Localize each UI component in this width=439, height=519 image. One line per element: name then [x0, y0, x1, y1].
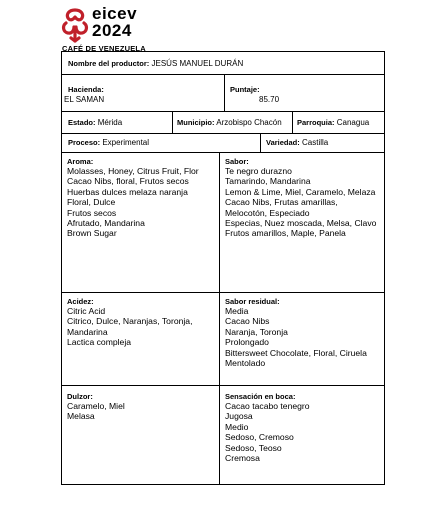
estado-value: Mérida: [97, 118, 123, 127]
producer-value: JESÚS MANUEL DURÁN: [151, 59, 244, 68]
proceso-cell: [62, 134, 260, 152]
sabor-item: Especias, Nuez moscada, Melsa, Clavo: [225, 218, 377, 229]
municipio-value: Arzobispo Chacón: [216, 118, 282, 127]
parroquia-value: Canagua: [336, 118, 370, 127]
sensacion-item: Cremosa: [225, 453, 260, 464]
sabor-residual-label: Sabor residual:: [225, 297, 280, 306]
hacienda-label: Hacienda:: [68, 85, 104, 94]
sabor-cell: [219, 153, 384, 292]
acidez-residual-row: [62, 293, 384, 386]
sensacion-label: Sensación en boca:: [225, 392, 296, 401]
aroma-item: Cacao Nibs, floral, Frutos secos: [67, 176, 189, 187]
proceso-label: Proceso:: [68, 138, 101, 147]
coffee-profile-sheet: [61, 51, 385, 485]
sensacion-item: Medio: [225, 421, 249, 432]
sensacion-item: Jugosa: [225, 411, 253, 422]
dulzor-label: Dulzor:: [67, 392, 93, 401]
aroma-item: Afrutado, Mandarina: [67, 218, 145, 229]
producer-row: [62, 52, 384, 75]
process-row: [62, 134, 384, 153]
sabor-residual-item: Media: [225, 306, 249, 316]
aroma-cell: [62, 153, 219, 292]
aroma-item: Molasses, Honey, Citrus Fruit, Flor: [67, 166, 199, 176]
sabor-residual-cell: [219, 293, 384, 385]
sensacion-item: Cacao tacabo tenegro: [225, 401, 310, 411]
hacienda-cell: [62, 75, 224, 111]
dulzor-list: [67, 401, 219, 422]
acidez-list: [67, 306, 215, 348]
location-row: [62, 112, 384, 134]
variedad-cell: [260, 134, 384, 152]
sabor-residual-list: [225, 306, 382, 368]
acidez-label: Acidez:: [67, 297, 94, 306]
dulzor-item: Caramelo, Miel: [67, 401, 125, 411]
sensacion-list: [225, 401, 384, 463]
logo-year: 2024: [92, 21, 132, 40]
municipio-label: Municipio:: [177, 118, 215, 127]
sabor-item: Tamarindo, Mandarina: [225, 176, 311, 187]
puntaje-value: 85.70: [259, 95, 280, 104]
proceso-value: Experimental: [102, 138, 150, 147]
logo-subtitle: CAFÉ DE VENEZUELA: [62, 44, 146, 53]
sabor-residual-item: Bittersweet Chocolate, Floral, Ciruela: [225, 347, 367, 358]
acidez-item: Lactica compleja: [67, 337, 132, 348]
estado-cell: [62, 112, 172, 133]
aroma-item: Frutos secos: [67, 207, 117, 218]
producer-cell: [62, 52, 384, 74]
acidez-cell: [62, 293, 219, 385]
eicev-logo: [60, 4, 220, 54]
hacienda-row: [62, 75, 384, 112]
sabor-item: Frutos amarillos, Maple, Panela: [225, 228, 346, 239]
aroma-item: Brown Sugar: [67, 228, 117, 239]
parroquia-cell: [292, 112, 384, 133]
sensacion-item: Sedoso, Cremoso: [225, 432, 294, 443]
sabor-residual-item: Prolongado: [225, 337, 269, 348]
puntaje-label: Puntaje:: [230, 85, 260, 94]
logo-wordmark: eicev: [92, 4, 138, 23]
aroma-item: Floral, Dulce: [67, 197, 116, 208]
aroma-sabor-row: [62, 153, 384, 293]
acidez-item: Citrico, Dulce, Naranjas, Toronja, Mandarina: [67, 316, 193, 337]
variedad-label: Variedad:: [266, 138, 300, 147]
sabor-label: Sabor:: [225, 157, 249, 166]
municipio-cell: [172, 112, 292, 133]
estado-label: Estado:: [68, 118, 96, 127]
sabor-residual-item: Naranja, Toronja: [225, 326, 288, 337]
hacienda-value: EL SAMAN: [64, 95, 105, 104]
sabor-item: Te negro durazno: [225, 166, 292, 176]
dulzor-sensacion-row: [62, 386, 384, 484]
variedad-value: Castilla: [302, 138, 329, 147]
sabor-list: [225, 166, 380, 239]
sabor-residual-item: Cacao Nibs: [225, 316, 270, 327]
sabor-item: Lemon & Lime, Miel, Caramelo, Melaza: [225, 186, 376, 197]
sensacion-item: Sedoso, Teoso: [225, 442, 282, 453]
dulzor-cell: [62, 386, 219, 484]
sabor-residual-item: Mentolado: [225, 358, 266, 369]
sensacion-cell: [219, 386, 384, 484]
aroma-item: Huerbas dulces melaza naranja: [67, 186, 188, 197]
producer-label: Nombre del productor:: [68, 59, 150, 68]
aroma-label: Aroma:: [67, 157, 94, 166]
puntaje-cell: [224, 75, 384, 111]
acidez-item: Citric Acid: [67, 306, 106, 316]
parroquia-label: Parroquia:: [297, 118, 335, 127]
sabor-item: Cacao Nibs, Frutas amarillas, Melocotón, Especiado: [225, 197, 338, 218]
dulzor-item: Melasa: [67, 411, 95, 422]
aroma-list: [67, 166, 219, 239]
coffee-cherry-logo-icon: [60, 4, 90, 44]
